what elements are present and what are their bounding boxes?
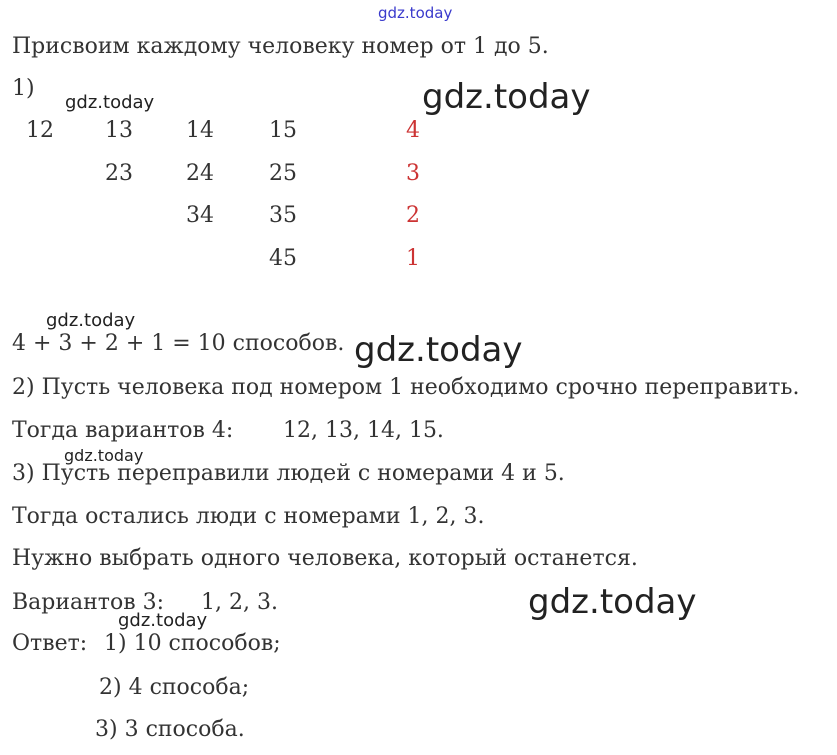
watermark: gdz.today [118, 610, 208, 631]
part3-line1: 3) Пусть переправили людей с номерами 4 и 5. [12, 461, 565, 486]
answer-item-1: 1) 10 способов; [104, 631, 281, 656]
pair-cell: 45 [269, 246, 297, 271]
watermark: gdz.today [528, 582, 697, 622]
watermark-top: gdz.today [378, 4, 453, 22]
row-count: 2 [406, 203, 420, 228]
watermark: gdz.today [64, 446, 144, 465]
part2-line2-values: 12, 13, 14, 15. [283, 418, 444, 443]
pair-cell: 34 [186, 203, 214, 228]
watermark: gdz.today [65, 92, 155, 113]
pair-cell: 14 [186, 118, 214, 143]
pair-cell: 13 [105, 118, 133, 143]
pair-cell: 35 [269, 203, 297, 228]
pair-cell: 25 [269, 161, 297, 186]
watermark: gdz.today [354, 330, 523, 370]
part2-line2-label: Тогда вариантов 4: [12, 418, 234, 443]
watermark: gdz.today [422, 77, 591, 117]
intro-text: Присвоим каждому человеку номер от 1 до 5. [12, 34, 549, 59]
row-count: 4 [406, 118, 420, 143]
part1-label: 1) [12, 76, 35, 101]
answer-label: Ответ: [12, 631, 88, 656]
answer-item-2: 2) 4 способа; [99, 675, 250, 700]
part3-line3: Нужно выбрать одного человека, который останется. [12, 546, 638, 571]
row-count: 1 [406, 246, 420, 271]
answer-item-3: 3) 3 способа. [95, 717, 245, 742]
part2-line1: 2) Пусть человека под номером 1 необходимо срочно переправить. [12, 375, 800, 400]
part3-line4-label: Вариантов 3: [12, 590, 165, 615]
watermark: gdz.today [46, 310, 136, 331]
pair-cell: 24 [186, 161, 214, 186]
part3-line4-values: 1, 2, 3. [201, 590, 278, 615]
part3-line2: Тогда остались люди с номерами 1, 2, 3. [12, 504, 485, 529]
pair-cell: 23 [105, 161, 133, 186]
pair-cell: 12 [26, 118, 54, 143]
pair-cell: 15 [269, 118, 297, 143]
row-count: 3 [406, 161, 420, 186]
sum-line: 4 + 3 + 2 + 1 = 10 способов. [12, 331, 345, 356]
